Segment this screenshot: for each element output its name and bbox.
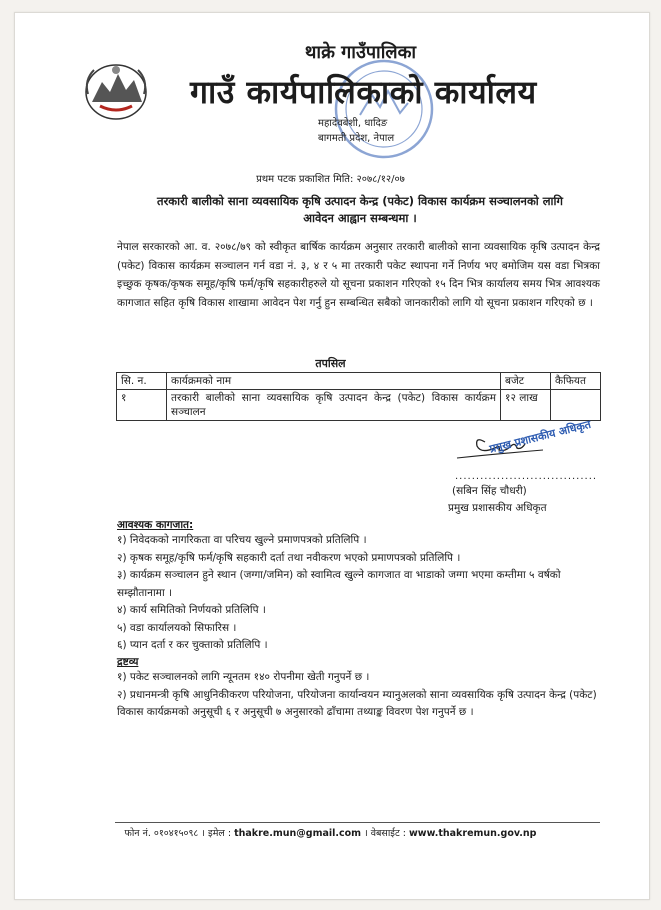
tapasil-heading: तपसिल: [315, 357, 346, 370]
office-title: गाउँ कार्यपालिकाको कार्यालय: [190, 73, 537, 111]
table-header-cell: बजेट: [501, 373, 551, 390]
list-item: २) प्रधानमन्त्री कृषि आधुनिकीकरण परियोजना, परियोजना कार्यान्वयन म्यानुअलको साना व्यवसायिक कृषि उत्पादन केन्द्र (पकेट) विकास कार्यक्रमको अनुसूची ६ र अनुसूची ७ अनुसारको ढाँचामा तथ्याङ्क विवरण पेश गनुपर्ने छ ।: [117, 688, 597, 718]
documents-list: [117, 532, 607, 655]
table-row: [117, 390, 601, 421]
subject-line-1: तरकारी बालीको साना व्यवसायिक कृषि उत्पादन केन्द्र (पकेट) विकास कार्यक्रम सञ्चालनको लागि: [157, 194, 563, 208]
table-cell-budget: १२ लाख: [501, 390, 551, 421]
footer-email-label: । इमेल :: [201, 828, 232, 839]
subject-line-2: आवेदन आह्वान सम्बन्धमा ।: [303, 211, 417, 225]
footer-email: thakre.mun@gmail.com: [234, 828, 362, 839]
table-cell-name: तरकारी बालीको साना व्यवसायिक कृषि उत्पादन केन्द्र (पकेट) विकास कार्यक्रम सञ्चालन: [167, 390, 501, 421]
documents-heading: आवश्यक कागजात:: [117, 519, 194, 531]
designation-stamp: प्रमुख प्रशासकीय अधिकृत: [488, 417, 593, 456]
table-header-cell: कार्यक्रमको नाम: [167, 373, 501, 390]
list-item: ६) प्यान दर्ता र कर चुक्ताको प्रतिलिपि ।: [117, 639, 268, 651]
notes-list: [117, 669, 607, 722]
list-item: ३) कार्यक्रम सञ्चालन हुने स्थान (जग्गा/जमिन) को स्वामित्व खुल्ने कागजात वा भाडाको जग्गा भएमा कम्तीमा ५ वर्षको सम्झौतानामा ।: [117, 569, 561, 599]
address-line-2: बागमती प्रदेश, नेपाल: [318, 133, 395, 144]
signature-dots: ..................................: [455, 471, 598, 482]
publish-date: प्रथम पटक प्रकाशित मिति: २०७८/१२/०७: [256, 174, 405, 185]
list-item: २) कृषक समूह/कृषि फर्म/कृषि सहकारी दर्ता तथा नवीकरण भएको प्रमाणपत्रको प्रतिलिपि ।: [117, 551, 461, 564]
notes-heading: द्रष्टव्य: [117, 656, 139, 668]
table-header-cell: सि. न.: [117, 373, 167, 390]
notice-body: नेपाल सरकारको आ. व. २०७८/७९ को स्वीकृत बार्षिक कार्यक्रम अनुसार तरकारी बालीको साना व्यवसायिक कृषि उत्पादन केन्द्र (पकेट) विकास कार्यक्रम सञ्चालन गर्न वडा नं. ३, ४ र ५ मा तरकारी पकेट स्थापना गर्ने निर्णय भए बमोजिम यस वडा भित्रका इच्छुक कृषक/कृषक समूह/कृषि फर्म/कृषि सहकारीहरुले यो सूचना प्रकाशन गरिएको १५ दिन भित्र कार्यालय समय भित्र आवश्यक कागजात सहित कृषि विकास शाखामा आवेदन पेश गर्नु हुन सम्बन्धित सबैको जानकारीको लागि यो सूचना प्रकाशन गरिएको छ ।: [117, 241, 600, 309]
address-line-1: महादेवबेशी, धादिङ: [318, 118, 388, 129]
table-header-cell: कैफियत: [551, 373, 601, 390]
program-table: [116, 372, 601, 421]
nepal-emblem-icon: [80, 60, 152, 122]
municipality-name: थाक्रे गाउँपालिका: [304, 42, 417, 63]
footer-phone: फोन नं. ०१०४१५०९८: [124, 828, 199, 839]
list-item: ५) वडा कार्यालयको सिफारिस ।: [117, 621, 237, 634]
footer-website: www.thakremun.gov.np: [409, 828, 537, 839]
subject: [130, 193, 590, 227]
table-cell-remark: [551, 390, 601, 421]
list-item: ४) कार्य समितिको निर्णयको प्रतिलिपि ।: [117, 604, 266, 616]
footer-divider: [115, 822, 600, 823]
list-item: १) निवेदकको नागरिकता वा परिचय खुल्ने प्रमाणपत्रको प्रतिलिपि ।: [117, 534, 367, 546]
signatory-name: (सबिन सिंह चौधरी): [452, 485, 527, 497]
table-cell-sn: १: [117, 390, 167, 421]
list-item: १) पकेट सञ्चालनको लागि न्यूनतम १४० रोपनीमा खेती गनुपर्ने छ ।: [117, 671, 370, 683]
table-header-row: [117, 373, 601, 390]
footer-web-label: । वेबसाईट :: [364, 828, 406, 839]
footer: [0, 826, 661, 839]
signatory-title: प्रमुख प्रशासकीय अधिकृत: [448, 502, 547, 514]
